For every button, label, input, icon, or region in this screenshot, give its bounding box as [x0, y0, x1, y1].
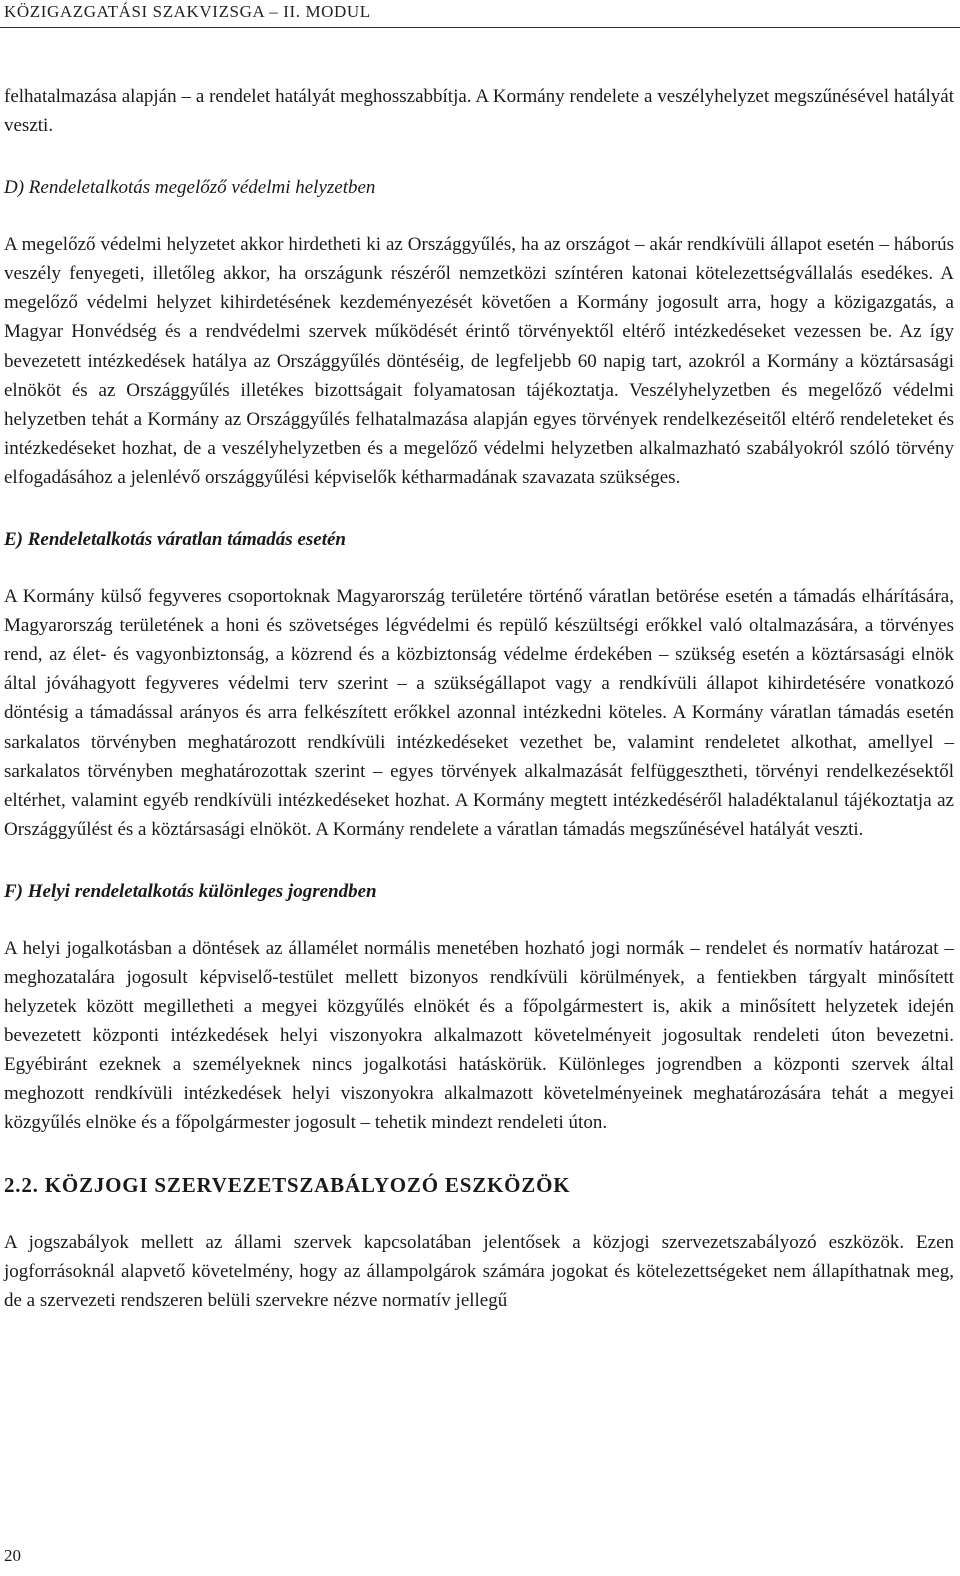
chapter-heading: 2.2. KÖZJOGI SZERVEZETSZABÁLYOZÓ ESZKÖZÖK [4, 1172, 571, 1197]
section-f-paragraph: A helyi jogalkotásban a döntések az államélet normális menetében hozható jogi normák – rendelet és normatív határozat – meghozatalára jogosult képviselő-testület mellett bizonyos rendkívüli körülmények, a fentiekben tárgyalt minősített helyzetek között megilletheti a megyei közgyűlés elnökét és a főpolgármestert is, akik a minősített helyzetek idején bevezetett központi intézkedések helyi viszonyokra alkalmazott követelményeit jogosultak rendeleti úton bevezetni. Egyébiránt ezeknek a személyeknek nincs jogalkotási hatáskörük. Különleges jogrendben a központi szervek által meghozott rendkívüli intézkedések helyi viszonyokra alkalmazott követelményeinek meghatározására tehát a megyei közgyűlés elnöke és a főpolgármester jogosult – tehetik mindezt rendeleti úton. [4, 937, 954, 1134]
intro-paragraph: felhatalmazása alapján – a rendelet hatályát meghosszabbítja. A Kormány rendelete a veszélyhelyzet megszűnésével hatályát veszti. [4, 86, 954, 137]
page-content [4, 82, 954, 1315]
running-header: KÖZIGAZGATÁSI SZAKVIZSGA – II. MODUL [4, 2, 371, 21]
chapter-paragraph: A jogszabályok mellett az állami szervek kapcsolatában jelentősek a közjogi szervezetszabályozó eszközök. Ezen jogforrásoknál alapvető követelmény, hogy az állampolgárok számára jogokat és kötelezettségeket nem állapíthatnak meg, de a szervezeti rendszeren belüli szervekre nézve normatív jellegű [4, 1231, 954, 1311]
section-f-heading: F) Helyi rendeletalkotás különleges jogrendben [4, 880, 377, 902]
page-number: 20 [4, 1546, 21, 1565]
section-d-paragraph: A megelőző védelmi helyzetet akkor hirdetheti ki az Országgyűlés, ha az országot – akár rendkívüli állapot esetén – háborús veszély fenyegeti, illetőleg akkor, ha országunk részéről nemzetközi színtéren katonai kötelezettségvállalás esedékes. A megelőző védelmi helyzet kihirdetésének kezdeményezését követően a Kormány jogosult arra, hogy a közigazgatás, a Magyar Honvédség és a rendvédelmi szervek működését érintő törvényektől eltérő intézkedéseket vezessen be. Az így bevezetett intézkedések hatálya az Országgyűlés döntéséig, de legfeljebb 60 napig tart, azokról a Kormány a köztársasági elnököt és az Országgyűlés illetékes bizottságait folyamatosan tájékoztatja. Veszélyhelyzetben és megelőző védelmi helyzetben tehát a Kormány az Országgyűlés felhatalmazása alapján egyes törvények rendelkezéseitől eltérő rendeleteket és intézkedéseket hozhat, de a veszélyhelyzetben és a megelőző védelmi helyzetben alkalmazható szabályokról szóló törvény elfogadásához a jelenlévő országgyűlési képviselők kétharmadának szavazata szükséges. [4, 234, 954, 488]
section-e-paragraph: A Kormány külső fegyveres csoportoknak Magyarország területére történő váratlan betörése esetén a támadás elhárítására, Magyarország területének a honi és szövetséges légvédelmi és repülő készültségi erőkkel való oltalmazására, a törvényes rend, az élet- és vagyonbiztonság, a közrend és a közbiztonság védelme érdekében – szükség esetén a köztársasági elnök által jóváhagyott fegyveres védelmi terv szerint – a szükségállapot vagy a rendkívüli állapot kihirdetésére vonatkozó döntésig a támadással arányos és arra felkészített erőkkel azonnal intézkedni köteles. A Kormány váratlan támadás esetén sarkalatos törvényben meghatározott rendkívüli intézkedéseket vezethet be, valamint rendeletet alkothat, amellyel – sarkalatos törvényben meghatározottak szerint – egyes törvények alkalmazását felfüggesztheti, törvényi rendelkezésektől eltérhet, valamint egyéb rendkívüli intézkedéseket hozhat. A Kormány megtett intézkedéséről haladéktalanul tájékoztatja az Országgyűlést és a köztársasági elnököt. A Kormány rendelete a váratlan támadás megszűnésével hatályát veszti. [4, 586, 954, 840]
section-d-heading: D) Rendeletalkotás megelőző védelmi helyzetben [4, 177, 376, 199]
section-e-heading: E) Rendeletalkotás váratlan támadás esetén [4, 529, 346, 551]
header-rule [0, 27, 960, 28]
